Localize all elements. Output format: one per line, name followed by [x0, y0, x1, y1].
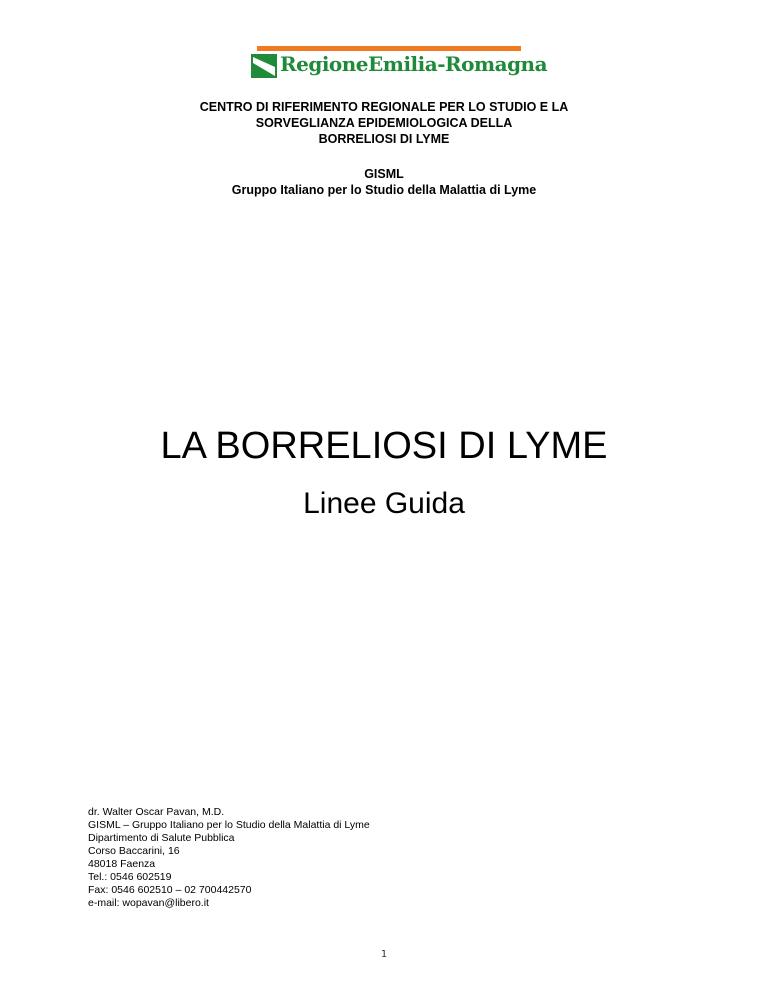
regione-emblem-icon — [251, 54, 277, 78]
gisml-acronym: GISML — [364, 167, 404, 181]
gisml-block — [0, 166, 768, 198]
contact-department: Dipartimento di Salute Pubblica — [88, 832, 235, 844]
gisml-full-name: Gruppo Italiano per lo Studio della Malattia di Lyme — [231, 183, 537, 197]
contact-phone: Tel.: 0546 602519 — [88, 871, 172, 883]
institution-header — [0, 99, 768, 147]
header-line: SORVEGLIANZA EPIDEMIOLOGICA DELLA — [255, 116, 513, 130]
contact-city: 48018 Faenza — [88, 858, 156, 870]
author-contact-block — [88, 806, 370, 910]
regione-logo — [251, 46, 548, 82]
contact-fax: Fax: 0546 602510 – 02 700442570 — [88, 884, 252, 896]
logo-accent-bar — [257, 46, 521, 51]
document-title: LA BORRELIOSI DI LYME — [160, 425, 608, 467]
header-line: CENTRO DI RIFERIMENTO REGIONALE PER LO STUDIO E LA — [199, 100, 569, 114]
logo-brand-text: RegioneEmilia-Romagna — [280, 52, 548, 76]
contact-email: e-mail: wopavan@libero.it — [88, 897, 209, 909]
header-line: BORRELIOSI DI LYME — [318, 132, 450, 146]
contact-author: dr. Walter Oscar Pavan, M.D. — [88, 806, 225, 818]
page-number: 1 — [380, 949, 388, 960]
contact-organization: GISML – Gruppo Italiano per lo Studio della Malattia di Lyme — [88, 819, 370, 831]
contact-street: Corso Baccarini, 16 — [88, 845, 180, 857]
document-subtitle: Linee Guida — [303, 487, 465, 520]
